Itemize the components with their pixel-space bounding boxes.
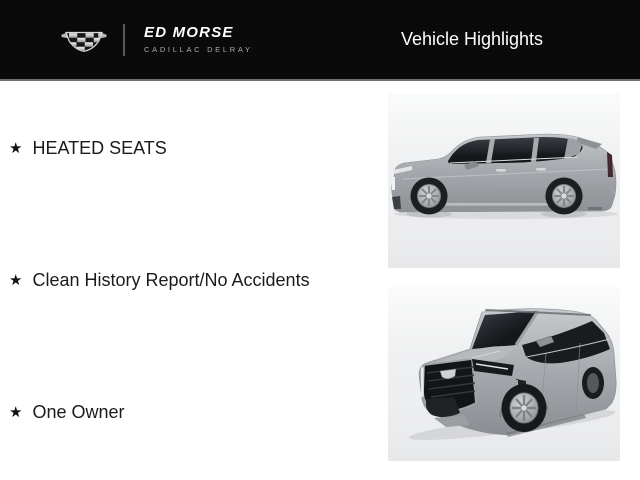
- star-icon: ★: [9, 404, 23, 421]
- page-title: Vehicle Highlights: [400, 29, 544, 49]
- brand-divider: [123, 24, 125, 56]
- highlight-item-clean-history: [9, 269, 310, 293]
- rear-wheel: [546, 178, 583, 215]
- front-wheel: [411, 178, 448, 215]
- star-icon: ★: [9, 272, 23, 289]
- highlight-label: HEATED SEATS: [32, 138, 167, 158]
- vehicle-photo-front-view: [388, 287, 620, 461]
- header-bar: [0, 0, 640, 81]
- dealer-brand: [60, 24, 253, 56]
- highlight-item-heated-seats: [9, 137, 167, 161]
- suv-front-three-quarter-photo: [388, 287, 620, 461]
- dealer-name: ED MORSE: [144, 24, 234, 41]
- star-icon: ★: [9, 140, 23, 157]
- highlight-label: Clean History Report/No Accidents: [32, 270, 310, 290]
- vehicle-photo-side-view: [388, 93, 620, 268]
- rear-wheel: [582, 367, 604, 399]
- suv-side-view-photo: [388, 93, 620, 268]
- cadillac-crest-icon: [60, 26, 108, 54]
- dealer-subtitle: CADILLAC DELRAY: [144, 45, 253, 54]
- highlight-label: One Owner: [32, 402, 125, 422]
- highlight-item-one-owner: [9, 401, 125, 425]
- front-wheel: [502, 384, 547, 432]
